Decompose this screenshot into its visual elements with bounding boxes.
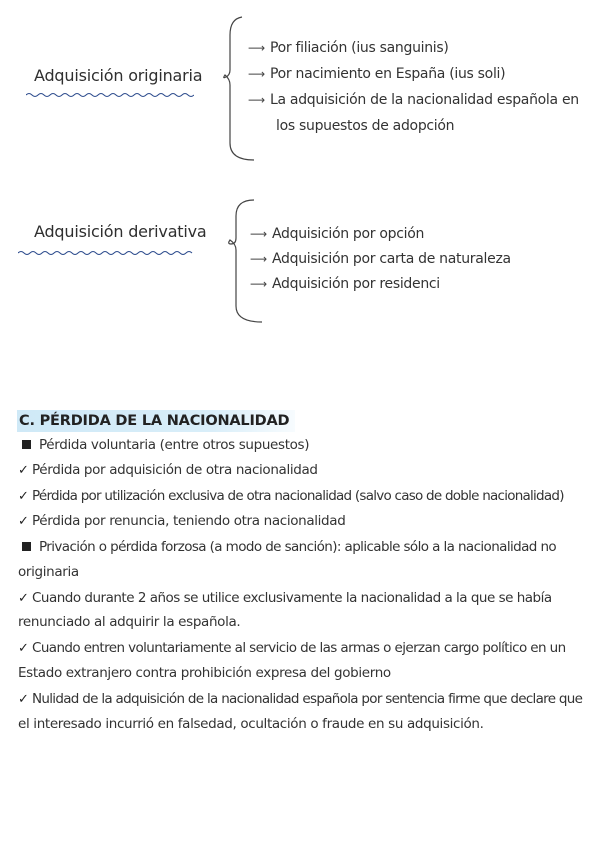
perdida-line-7: ✓ Cuando durante 2 años se utilice exclusivamente la nacionalidad a la que se había	[18, 590, 552, 606]
check-icon: ✓	[18, 591, 29, 606]
square-bullet-icon	[22, 542, 31, 551]
arrow-icon: ⟶	[250, 227, 267, 241]
arrow-icon: ⟶	[248, 67, 265, 81]
perdida-line-2: ✓ Pérdida por adquisición de otra nacionalidad	[18, 462, 318, 478]
originaria-title: Adquisición originaria	[34, 66, 203, 85]
perdida-line-11: ✓ Nulidad de la adquisición de la nacionalidad española por sentencia firme que declare que	[18, 691, 583, 707]
arrow-icon: ⟶	[250, 277, 267, 291]
derivativa-item-3: ⟶ Adquisición por residenci	[250, 276, 440, 292]
perdida-line-12: el interesado incurrió en falsedad, ocultación o fraude en su adquisición.	[18, 716, 484, 732]
check-icon: ✓	[18, 489, 29, 504]
originaria-item-3-cont: los supuestos de adopción	[276, 118, 455, 134]
derivativa-title: Adquisición derivativa	[34, 222, 207, 241]
originaria-item-1: ⟶ Por filiación (ius sanguinis)	[248, 40, 449, 56]
originaria-underline	[26, 92, 194, 98]
perdida-line-5: Privación o pérdida forzosa (a modo de sanción): aplicable sólo a la nacionalidad no	[18, 539, 556, 555]
check-icon: ✓	[18, 692, 29, 707]
check-icon: ✓	[18, 463, 29, 478]
originaria-item-3: ⟶ La adquisición de la nacionalidad española en	[248, 92, 579, 108]
arrow-icon: ⟶	[248, 41, 265, 55]
perdida-line-8: renunciado al adquirir la española.	[18, 614, 241, 630]
originaria-item-2: ⟶ Por nacimiento en España (ius soli)	[248, 66, 506, 82]
perdida-line-9: ✓ Cuando entren voluntariamente al servicio de las armas o ejerzan cargo político en un	[18, 640, 566, 656]
square-bullet-icon	[22, 440, 31, 449]
arrow-icon: ⟶	[248, 93, 265, 107]
perdida-line-4: ✓ Pérdida por renuncia, teniendo otra nacionalidad	[18, 513, 346, 529]
perdida-line-6: originaria	[18, 564, 79, 580]
perdida-line-1: Pérdida voluntaria (entre otros supuestos)	[18, 437, 309, 453]
perdida-line-3: ✓ Pérdida por utilización exclusiva de otra nacionalidad (salvo caso de doble nacionalidad)	[18, 488, 564, 504]
derivativa-item-1: ⟶ Adquisición por opción	[250, 226, 425, 242]
arrow-icon: ⟶	[250, 252, 267, 266]
derivativa-item-2: ⟶ Adquisición por carta de naturaleza	[250, 251, 511, 267]
perdida-title: C. PÉRDIDA DE LA NACIONALIDAD	[17, 410, 295, 432]
derivativa-underline	[18, 250, 194, 256]
perdida-line-10: Estado extranjero contra prohibición expresa del gobierno	[18, 665, 391, 681]
check-icon: ✓	[18, 641, 29, 656]
originaria-brace	[220, 15, 260, 163]
check-icon: ✓	[18, 514, 29, 529]
